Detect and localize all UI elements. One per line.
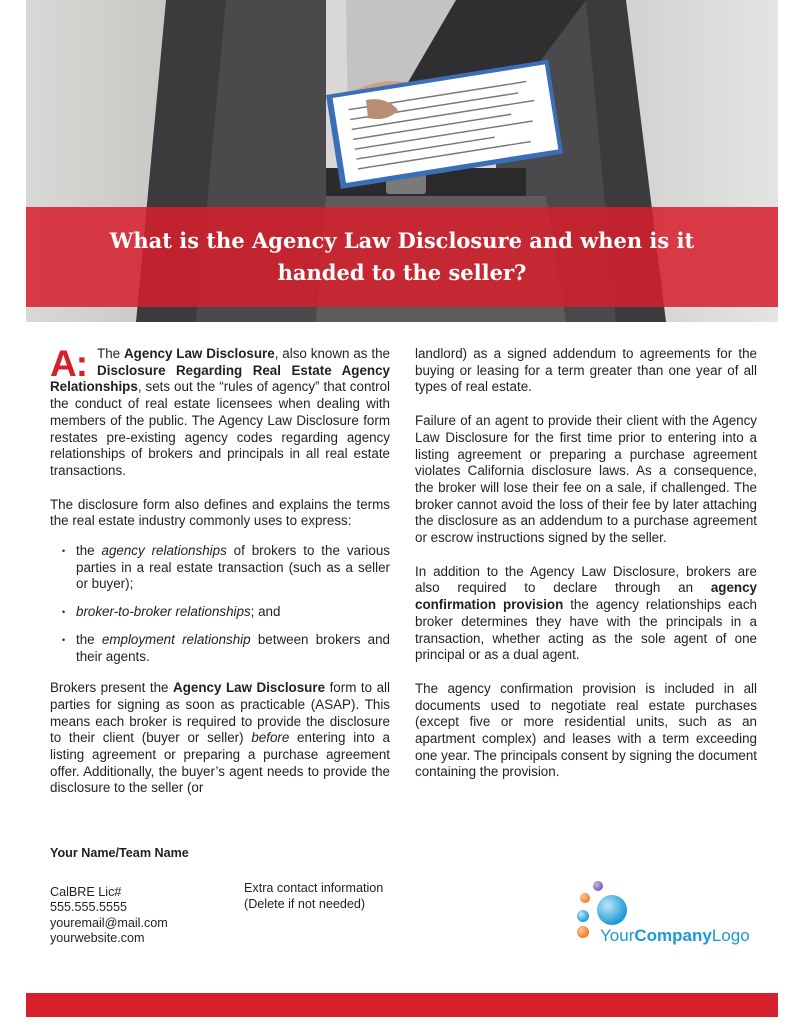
logo-word: Your xyxy=(600,926,635,945)
text: , also known as the xyxy=(274,346,390,361)
bullet-icon: • xyxy=(62,546,66,557)
extra-contact-line: Extra contact information xyxy=(244,881,384,895)
company-logo-text xyxy=(600,926,750,946)
list-item xyxy=(62,632,390,665)
extra-contact-block xyxy=(244,881,383,912)
text: form to all parties for signing as soon as practicable (ASAP). This means each broker is required to provide the disclosure to their client (buyer or seller) xyxy=(50,680,391,746)
logo-word: Company xyxy=(634,926,712,945)
text: Brokers present the xyxy=(50,680,174,696)
agent-name: Your Name/Team Name xyxy=(50,846,189,860)
text: the xyxy=(76,543,102,559)
page-title: What is the Agency Law Disclosure and when is it handed to the seller? xyxy=(109,228,695,285)
text: The xyxy=(97,346,125,361)
bullet-icon: • xyxy=(62,634,66,645)
failure-paragraph: Failure of an agent to provide their client with the Agency Law Disclosure for the first time prior to entering into a listing agreement or preparing a purchase agreement violates California disclosure laws. As a consequence, the broker will lose their fee on a sale, if challenged. The broker cannot avoid the loss of their fee by later attaching the disclosure as an addendum to a purchase agreement or escrow instructions signed by the seller. xyxy=(415,413,757,546)
bullet-icon: • xyxy=(62,607,66,618)
list-item xyxy=(62,543,390,593)
phone-number: 555.555.5555 xyxy=(50,900,128,914)
email-address: youremail@mail.com xyxy=(50,915,168,930)
bold-term: Agency Law Disclosure xyxy=(173,680,326,696)
title-banner xyxy=(26,207,778,307)
logo-word: Logo xyxy=(711,926,750,945)
text: between brokers and their agents. xyxy=(76,631,390,664)
text: , sets out the “rules of agency” that control the conduct of real estate licensees when dealing with members of the public. The Agency Law Disclosure form restates pre-existing agency codes regarding agency relationships of brokers and principals in all real estate transactions. xyxy=(50,379,390,478)
website: yourwebsite.com xyxy=(50,931,145,945)
text: entering into a listing agreement or preparing a purchase agreement offer. Additionally, the buyer’s agent needs to provide the disclosure to the seller (or xyxy=(50,730,390,796)
brokers-paragraph-start xyxy=(50,680,390,797)
italic-term: before xyxy=(251,730,290,746)
italic-term: broker-to-broker relationships xyxy=(76,604,251,620)
text: the xyxy=(76,631,102,647)
bold-term: Agency Law Disclosure xyxy=(124,346,275,361)
contact-block xyxy=(50,846,189,947)
relationship-list xyxy=(62,543,390,665)
extra-contact-note: (Delete if not needed) xyxy=(244,896,366,911)
text: In addition to the Agency Law Disclosure, brokers are also required to declare through an xyxy=(415,563,757,596)
confirmation-paragraph xyxy=(415,564,757,664)
article-left-column xyxy=(50,343,391,814)
list-item xyxy=(62,604,390,621)
italic-term: employment relationship xyxy=(101,631,251,647)
brokers-paragraph-continued: landlord) as a signed addendum to agreements for the buying or leasing for a term greater than one year of all types of real estate. xyxy=(415,346,757,395)
text: ; and xyxy=(250,604,281,620)
article-right-column xyxy=(415,346,757,798)
text: the agency relationships each broker determines they have with the principals in a transaction, whether acting as the sole agent of one principal or as a dual agent. xyxy=(415,597,757,663)
bold-term: agency confirmation provision xyxy=(415,580,757,613)
answer-label: A: xyxy=(50,343,88,384)
italic-term: agency relationships xyxy=(101,543,227,559)
intro-paragraph xyxy=(50,343,390,480)
bold-term: Disclosure Regarding Real Estate Agency Relationships xyxy=(50,362,390,395)
footer-bar xyxy=(26,993,778,1017)
provision-paragraph: The agency confirmation provision is included in all documents used to negotiate real estate purchases (except five or more residential units, such as an apartment complex) and leases with a term exceeding one year. The principals consent by signing the document containing the provision. xyxy=(415,680,757,780)
definitions-paragraph: The disclosure form also defines and explains the terms the real estate industry commonly uses to express: xyxy=(50,496,390,529)
text: of brokers to the various parties in a real estate transaction (such as a seller or buyer); xyxy=(76,543,390,592)
license-number: CalBRE Lic# xyxy=(50,884,122,899)
